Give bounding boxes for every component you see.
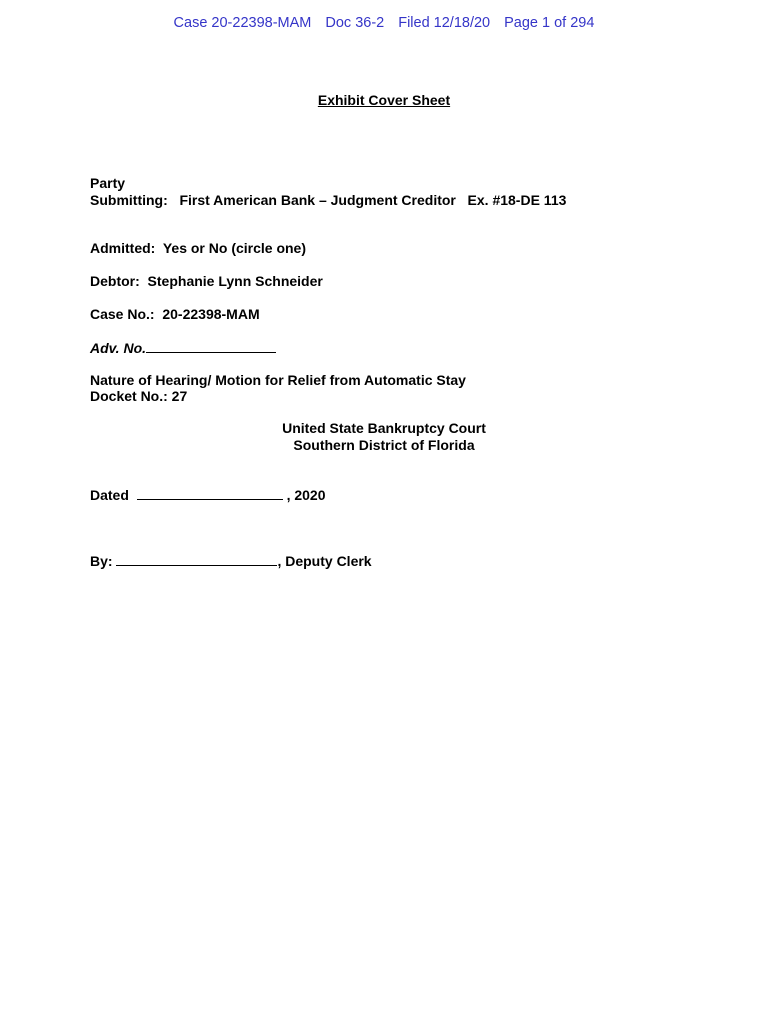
submitting-party: First American Bank – Judgment Creditor: [179, 192, 456, 208]
court-district: Southern District of Florida: [293, 437, 475, 453]
admitted-line: Admitted: Yes or No (circle one): [90, 240, 307, 256]
by-line: [90, 552, 372, 570]
document-title: Exhibit Cover Sheet: [317, 92, 451, 108]
adv-number-blank: [146, 339, 276, 353]
deputy-clerk-label: , Deputy Clerk: [277, 553, 372, 569]
dated-year: , 2020: [286, 487, 326, 503]
submitting-label: Submitting:: [90, 192, 168, 208]
stamp-doc: Doc 36-2: [325, 15, 385, 31]
adv-number-line: [90, 339, 276, 357]
party-submitting-row: [90, 192, 566, 209]
exhibit-number: Ex. #18-DE 113: [467, 192, 567, 208]
by-label: By:: [90, 553, 113, 569]
docket-number: Docket No.: 27: [90, 388, 188, 404]
dated-blank: [137, 486, 283, 500]
court-name: United State Bankruptcy Court: [282, 420, 486, 436]
ecf-header-stamp: [0, 15, 768, 31]
dated-label: Dated: [90, 487, 129, 503]
stamp-page: Page 1 of 294: [504, 15, 595, 31]
adv-number-label: Adv. No.: [90, 340, 147, 356]
nature-of-hearing: Nature of Hearing/ Motion for Relief from Automatic Stay: [90, 372, 466, 388]
stamp-filed: Filed 12/18/20: [398, 15, 491, 31]
stamp-case: Case 20-22398-MAM: [173, 15, 312, 31]
party-label: Party: [90, 175, 126, 191]
clerk-signature-blank: [116, 552, 277, 566]
case-number-line: Case No.: 20-22398-MAM: [90, 306, 260, 322]
debtor-line: Debtor: Stephanie Lynn Schneider: [90, 273, 323, 289]
dated-line: [90, 486, 326, 504]
